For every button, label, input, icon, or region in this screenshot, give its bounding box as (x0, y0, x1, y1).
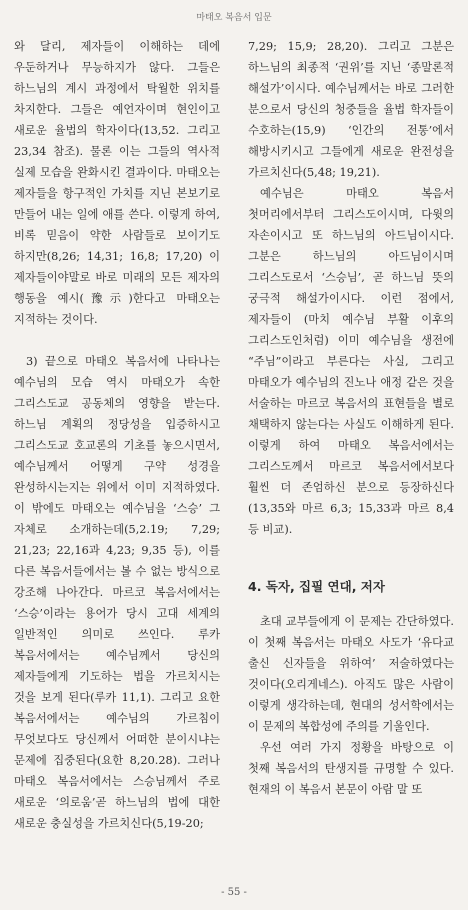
page-number: - 55 - (221, 887, 247, 898)
right-column (248, 36, 454, 800)
paragraph: 예수님은 마태오 복음서 첫머리에서부터 그리스도이시며, 다윗의 자손이시고 또 하느님의 아드님이시다. 그분은 하느님의 아드님이시며 그리스도로서 ‘스승님’, 곧 하느님 뜻의 궁극적 해설가이시다. 이런 점에서, 제자들이 (마치 예수님 부활 이후의 그리스도인처럼) 이미 예수님을 생전에 “주님”이라고 부른다는 사실, 그리고 마태오가 예수님의 진노나 애정 같은 것을 서술하는 마르코 복음서의 표현들을 별로 채택하지 않는다는 사실도 이해하게 된다. 이렇게 하여 마태오 복음서에서는 그리스도께서 마르코 복음서에서보다 훨씬 더 존엄하신 분으로 등장하신다(13,35와 마르 6,3; 15,33과 마르 8,4 등 비교). (248, 187, 454, 536)
running-header: 마태오 복음서 입문 (196, 13, 272, 23)
paragraph: 3) 끝으로 마태오 복음서에 나타나는 예수님의 모습 역시 마태오가 속한 그리스도교 공동체의 영향을 받는다. 하느님 계획의 정당성을 입증하시고 그리스도교 호교론의 기초를 놓으시면서, 예수님께서 어떻게 구약 성경을 완성하시는지는 위에서 이미 지적하였다. 이 밖에도 마태오는 예수님을 ‘스승’ 그 자체로 소개하는데(5,2.19; 7,29; 21,23; 22,16과 4,23; 9,35 등), 이를 다른 복음서들에서는 볼 수 없는 방식으로 강조해 나아간다. 마르코 복음서에서는 ‘스승’이라는 용어가 당시 고대 세계의 일반적인 의미로 쓰인다. 루카 복음서에서는 예수님께서 당신의 제자들에게 기도하는 법을 가르치시는 것을 보게 된다(루카 11,1). 그리고 요한 복음서에서는 예수님의 가르침이 무엇보다도 당신께서 어떠한 분이시냐는 문제에 집중된다(요한 8,20.28). 그러나 마태오 복음서에서는 스승님께서 주로 새로운 ‘의로움’곧 하느님의 법에 대한 새로운 충실성을 가르치신다(5,19-20; (14, 355, 220, 830)
left-column (14, 36, 220, 834)
paragraph: 우선 여러 가지 정황을 바탕으로 이 첫째 복음서의 탄생지를 규명할 수 있다. 현재의 이 복음서 본문이 아람 말 또 (248, 741, 454, 796)
section-heading: 4. 독자, 집필 연대, 저자 (248, 579, 385, 594)
paragraph: 초대 교부들에게 이 문제는 간단하였다. 이 첫째 복음서는 마태오 사도가 ‘유다교 출신 신자들을 위하여’ 저술하였다는 것이다(오리게네스). 아직도 많은 사람이 이렇게 생각하는데, 현대의 성서학에서는 이 문제의 복합성에 주의를 기울인다. (248, 615, 454, 733)
paragraph: 와 달리, 제자들이 이해하는 데에 우둔하거나 무능하지가 않다. 그들은 하느님의 계시 과정에서 탁월한 위치를 차지한다. 그들은 예언자이며 현인이고 새로운 율법의 학자이다(13,52. 그리고 23,34 참조). 물론 이는 그들의 역사적 실제 모습을 완화시킨 결과이다. 마태오는 제자들을 항구적인 가치를 지닌 본보기로 만들어 내는 일에 애를 쓴다. 이렇게 하여, 비록 믿음이 약한 사람들로 보이기도 하지만(8,26; 14,31; 16,8; 17,20) 이 제자들이야말로 바로 미래의 모든 제자의 행동을 예시(豫示)한다고 마태오는 지적하는 것이다. (14, 40, 220, 326)
paragraph: 7,29; 15,9; 28,20). 그리고 그분은 하느님의 최종적 ‘권위’를 지닌 ‘종말론적 해설가’이시다. 예수님께서는 바로 그러한 분으로서 당신의 청중들을 율법 학자들이 수호하는(15,9) ‘인간의 전통’에서 해방시키시고 그들에게 새로운 완전성을 가르치신다(5,48; 19,21). (248, 40, 454, 179)
